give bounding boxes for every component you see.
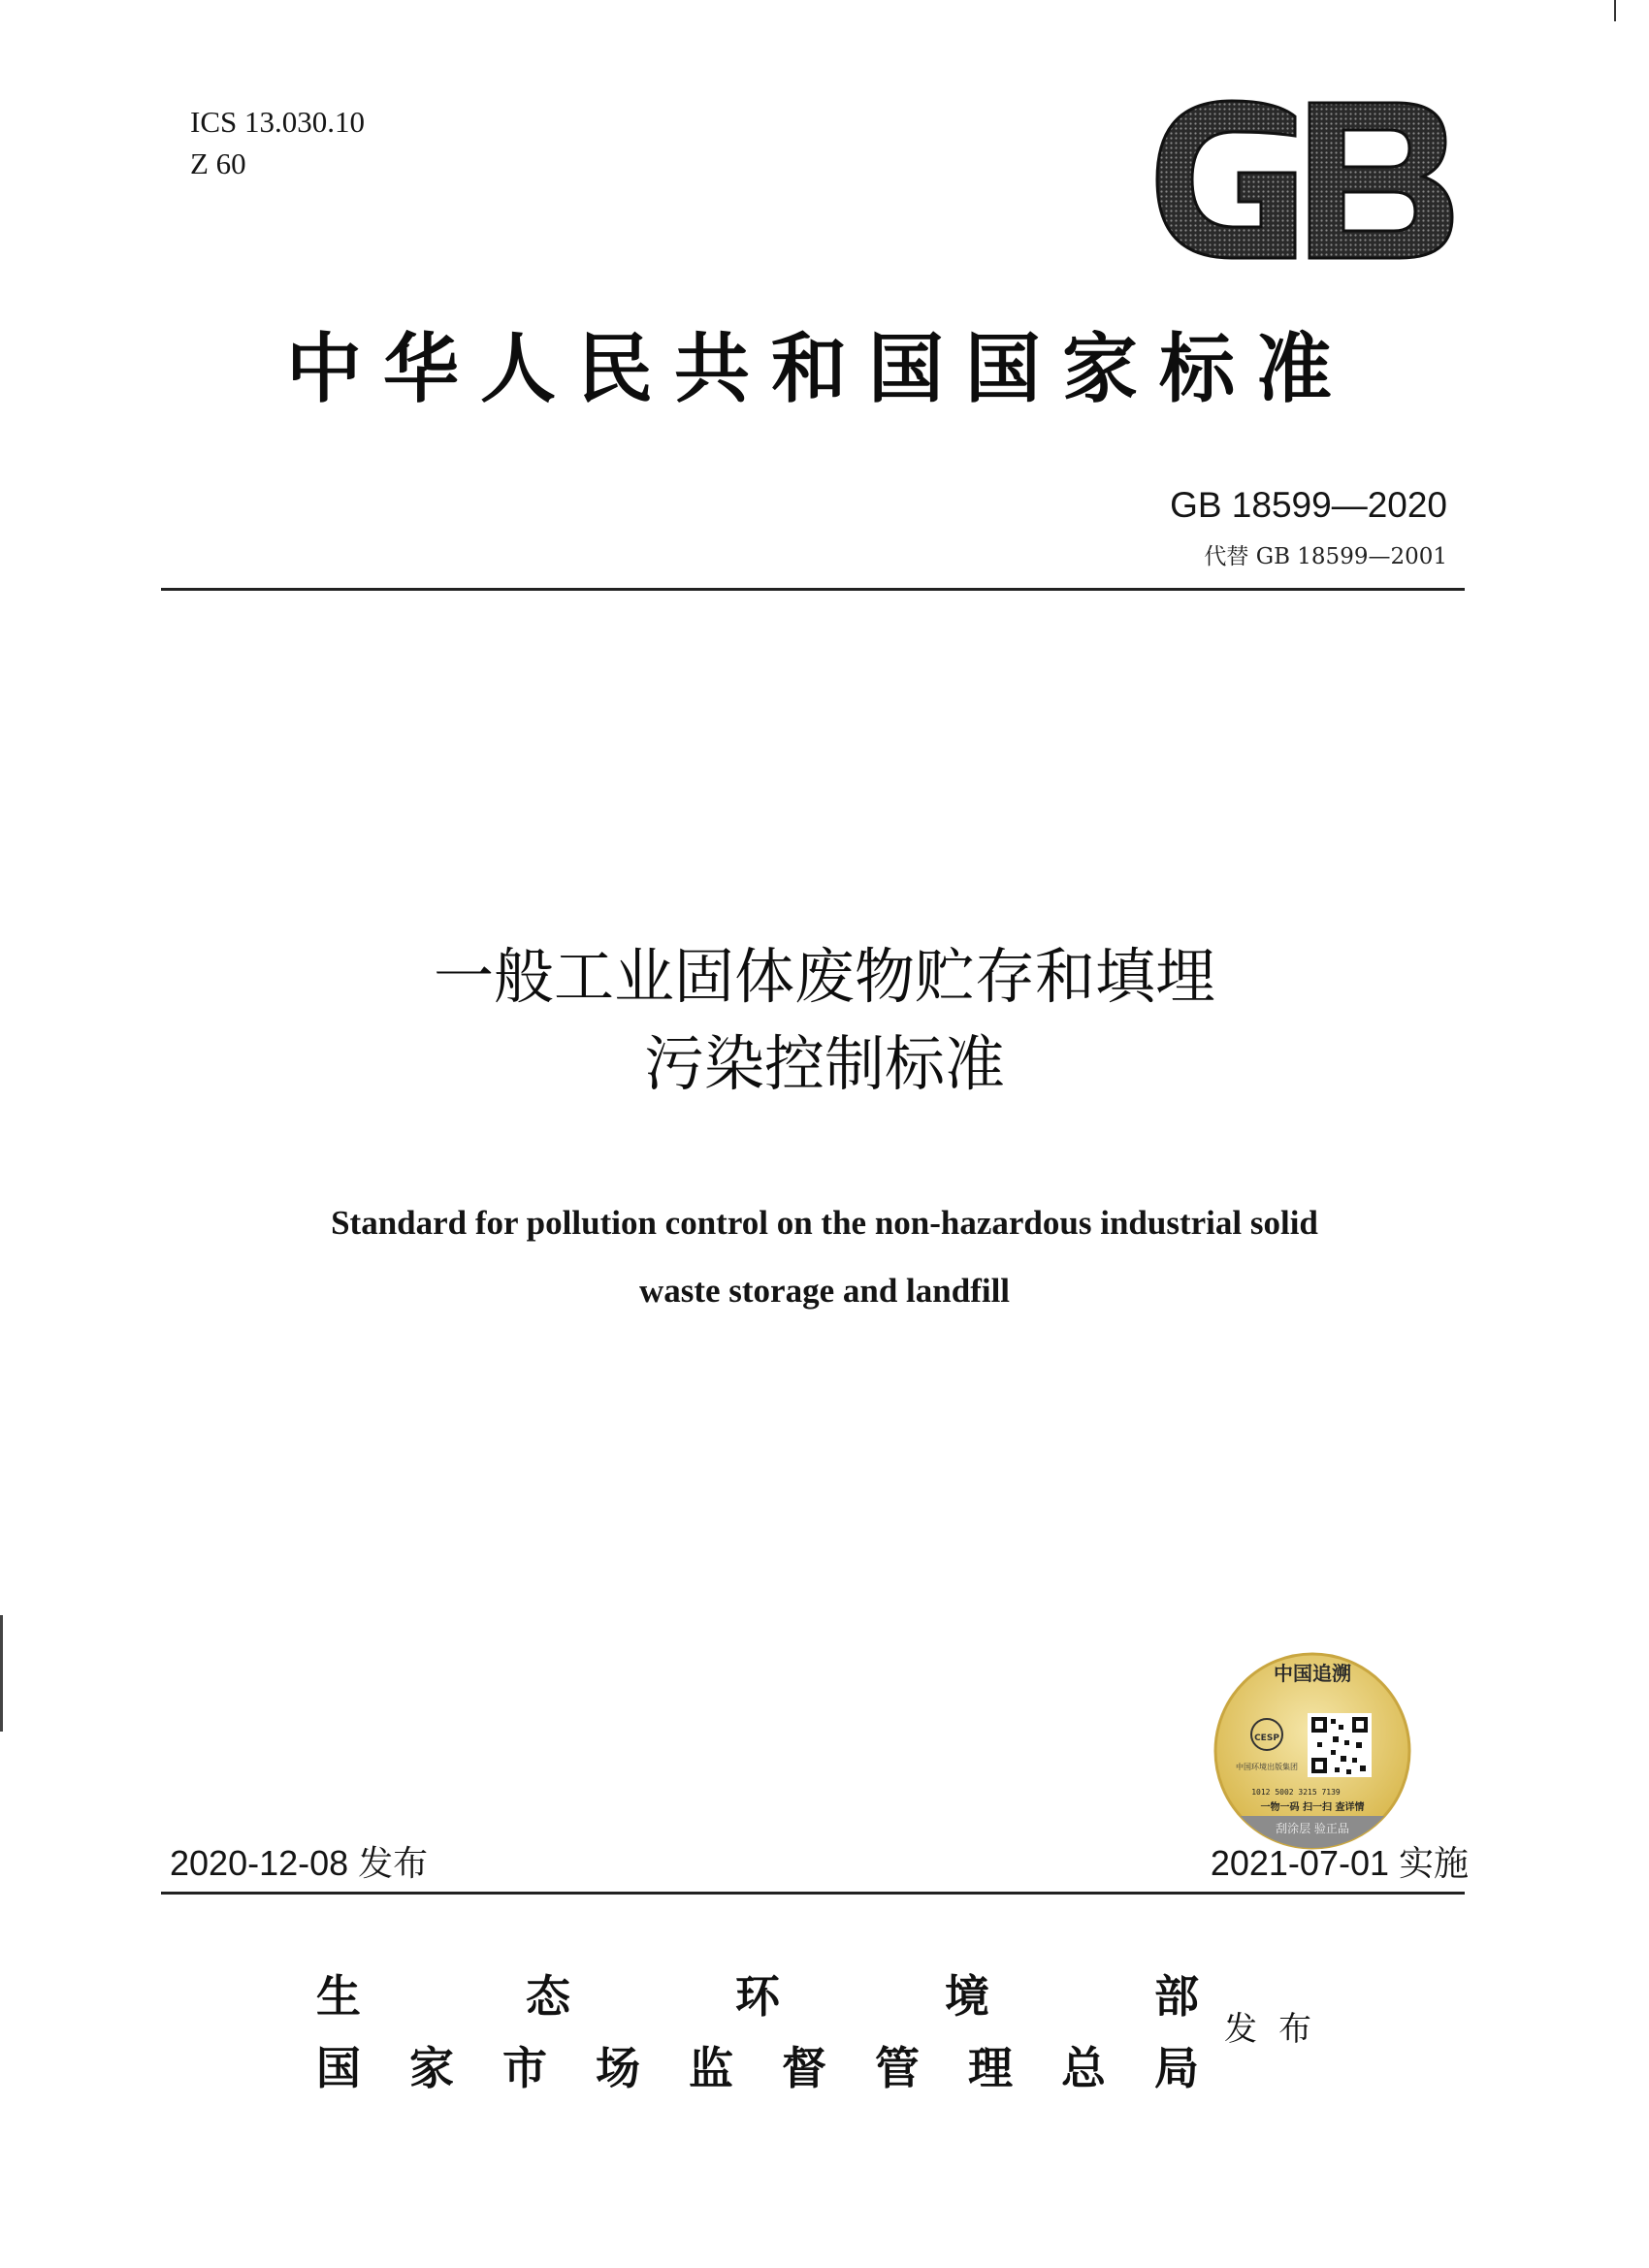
national-standard-heading: 中华人民共和国国家标准 — [285, 325, 1353, 413]
issue-date: 2020-12-08 发布 — [170, 1843, 429, 1883]
qr-code-icon — [1308, 1713, 1372, 1777]
english-title — [194, 1189, 1455, 1325]
seal-org-name: 中国环境出版集团 — [1236, 1763, 1298, 1771]
scan-edge-mark-left — [0, 1615, 3, 1732]
publish-label: 发布 — [1224, 2010, 1333, 2049]
issuer-ministry — [316, 1961, 1199, 2025]
seal-serial: 1012 5002 3215 7139 — [1251, 1788, 1341, 1797]
chinese-title-line-2: 污染控制标准 — [643, 1028, 1005, 1099]
chinese-title-line-1: 一般工业固体废物贮存和填埋 — [433, 941, 1215, 1012]
english-title-line-2: waste storage and landfill — [638, 1272, 1011, 1310]
chinese-title — [194, 933, 1455, 1108]
traceability-seal — [1211, 1649, 1414, 1853]
issuer-ministry-char: 环 — [735, 1970, 780, 2023]
issuer-administration-char: 督 — [782, 2042, 826, 2094]
issuer-administration-char: 监 — [689, 2042, 733, 2094]
issuer-administration-char: 总 — [1061, 2042, 1106, 2094]
issuer-administration-char: 管 — [875, 2042, 920, 2094]
seal-org-mark: CESP — [1254, 1733, 1279, 1743]
gb-logo-text: GB — [1149, 97, 1151, 98]
issuer-ministry-char: 境 — [945, 1970, 989, 2023]
issuer-administration-char: 理 — [968, 2042, 1013, 2094]
issuer-ministry-char: 生 — [316, 1970, 361, 2023]
gb-logo — [1149, 97, 1457, 262]
issuer-administration — [316, 2033, 1199, 2097]
issuer-administration-char: 场 — [596, 2042, 640, 2094]
header-divider — [161, 588, 1465, 591]
seal-scratch-label: 刮涂层 验正品 — [1276, 1822, 1349, 1835]
issuer-administration-char: 家 — [409, 2042, 454, 2094]
footer-divider — [161, 1892, 1465, 1895]
issuer-administration-char: 国 — [316, 2042, 361, 2094]
english-title-line-1: Standard for pollution control on the non-hazardous industrial solid — [331, 1204, 1318, 1242]
standard-number: GB 18599—2020 — [1170, 485, 1447, 525]
issuer-ministry-char: 部 — [1154, 1970, 1199, 2023]
seal-caption: 一物一码 扫一扫 查详情 — [1260, 1802, 1365, 1813]
issuer-administration-char: 局 — [1154, 2042, 1199, 2094]
seal-top-text: 中国追溯 — [1274, 1662, 1351, 1685]
ccs-code: Z 60 — [190, 146, 246, 180]
ics-code: ICS 13.030.10 — [190, 105, 365, 139]
issuer-administration-char: 市 — [502, 2042, 547, 2094]
scan-edge-mark — [1614, 0, 1616, 21]
implementation-date: 2021-07-01 实施 — [1210, 1843, 1469, 1883]
classification-codes — [190, 101, 365, 184]
issuer-ministry-char: 态 — [526, 1970, 570, 2023]
replaces-note: 代替 GB 18599—2001 — [1204, 544, 1447, 569]
